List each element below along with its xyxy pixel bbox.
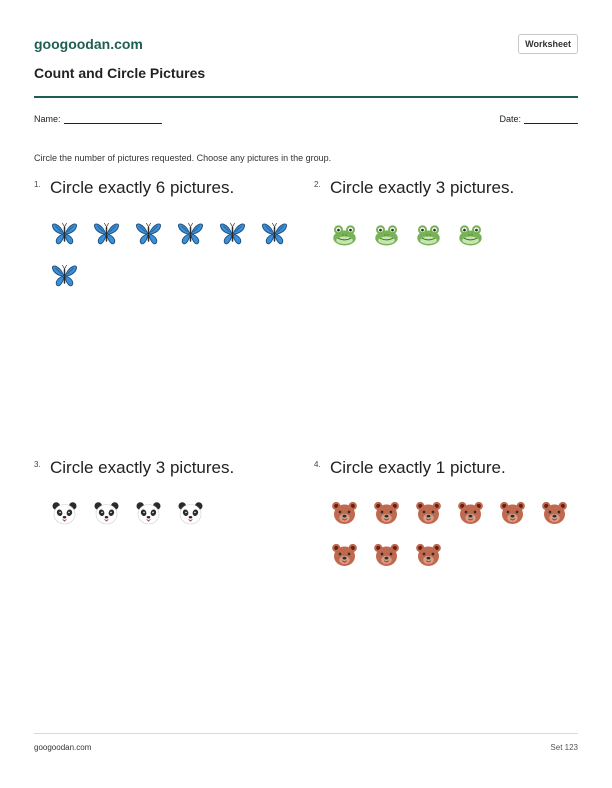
picture-group — [51, 500, 311, 542]
butterfly-picture[interactable] — [135, 220, 177, 262]
bear-icon — [415, 500, 442, 527]
bear-icon — [373, 542, 400, 569]
footer-divider — [34, 733, 578, 734]
bear-picture[interactable] — [541, 500, 583, 542]
problem-text: Circle exactly 1 picture. — [330, 458, 506, 477]
frog-icon — [373, 220, 400, 247]
bear-picture[interactable] — [415, 542, 457, 584]
worksheet-badge: Worksheet — [518, 34, 578, 54]
butterfly-icon — [177, 220, 204, 247]
bear-picture[interactable] — [373, 500, 415, 542]
date-field — [499, 114, 578, 124]
header-divider — [34, 96, 578, 98]
problem-3 — [34, 458, 294, 542]
problem-text: Circle exactly 6 pictures. — [50, 178, 235, 197]
butterfly-icon — [51, 262, 78, 289]
name-blank-line — [64, 123, 162, 124]
bear-icon — [331, 542, 358, 569]
bear-icon — [373, 500, 400, 527]
bear-picture[interactable] — [331, 500, 373, 542]
problem-text: Circle exactly 3 pictures. — [50, 458, 235, 477]
problem-4 — [314, 458, 574, 584]
frog-icon — [415, 220, 442, 247]
panda-icon — [135, 500, 162, 527]
bear-icon — [457, 500, 484, 527]
butterfly-picture[interactable] — [93, 220, 135, 262]
problem-1 — [34, 178, 294, 304]
butterfly-icon — [93, 220, 120, 247]
bear-picture[interactable] — [415, 500, 457, 542]
frog-picture[interactable] — [457, 220, 499, 262]
problem-text: Circle exactly 3 pictures. — [330, 178, 515, 197]
panda-icon — [51, 500, 78, 527]
panda-picture[interactable] — [177, 500, 219, 542]
panda-picture[interactable] — [93, 500, 135, 542]
butterfly-picture[interactable] — [177, 220, 219, 262]
butterfly-picture[interactable] — [51, 262, 93, 304]
panda-picture[interactable] — [51, 500, 93, 542]
bear-picture[interactable] — [499, 500, 541, 542]
date-blank-line — [524, 123, 578, 124]
problem-2 — [314, 178, 574, 262]
frog-picture[interactable] — [331, 220, 373, 262]
picture-group — [331, 220, 591, 262]
frog-picture[interactable] — [373, 220, 415, 262]
butterfly-picture[interactable] — [51, 220, 93, 262]
name-label: Name: — [34, 114, 61, 124]
problem-number: 4. — [314, 460, 321, 469]
picture-group — [51, 220, 311, 304]
butterfly-icon — [261, 220, 288, 247]
butterfly-icon — [51, 220, 78, 247]
problem-number: 1. — [34, 180, 41, 189]
frog-icon — [331, 220, 358, 247]
footer-set-label: Set 123 — [550, 743, 578, 752]
panda-icon — [177, 500, 204, 527]
picture-group — [331, 500, 591, 584]
problem-number: 2. — [314, 180, 321, 189]
butterfly-icon — [135, 220, 162, 247]
bear-icon — [499, 500, 526, 527]
frog-picture[interactable] — [415, 220, 457, 262]
name-field — [34, 114, 162, 124]
butterfly-icon — [219, 220, 246, 247]
frog-icon — [457, 220, 484, 247]
panda-icon — [93, 500, 120, 527]
bear-icon — [331, 500, 358, 527]
footer-site: googoodan.com — [34, 743, 92, 752]
problem-number: 3. — [34, 460, 41, 469]
panda-picture[interactable] — [135, 500, 177, 542]
page-title: Count and Circle Pictures — [34, 65, 206, 81]
bear-picture[interactable] — [373, 542, 415, 584]
bear-icon — [541, 500, 568, 527]
date-label: Date: — [499, 114, 521, 124]
bear-icon — [415, 542, 442, 569]
bear-picture[interactable] — [457, 500, 499, 542]
butterfly-picture[interactable] — [219, 220, 261, 262]
bear-picture[interactable] — [331, 542, 373, 584]
butterfly-picture[interactable] — [261, 220, 303, 262]
site-brand: googoodan.com — [34, 36, 143, 52]
instructions: Circle the number of pictures requested. Choose any pictures in the group. — [34, 153, 332, 163]
